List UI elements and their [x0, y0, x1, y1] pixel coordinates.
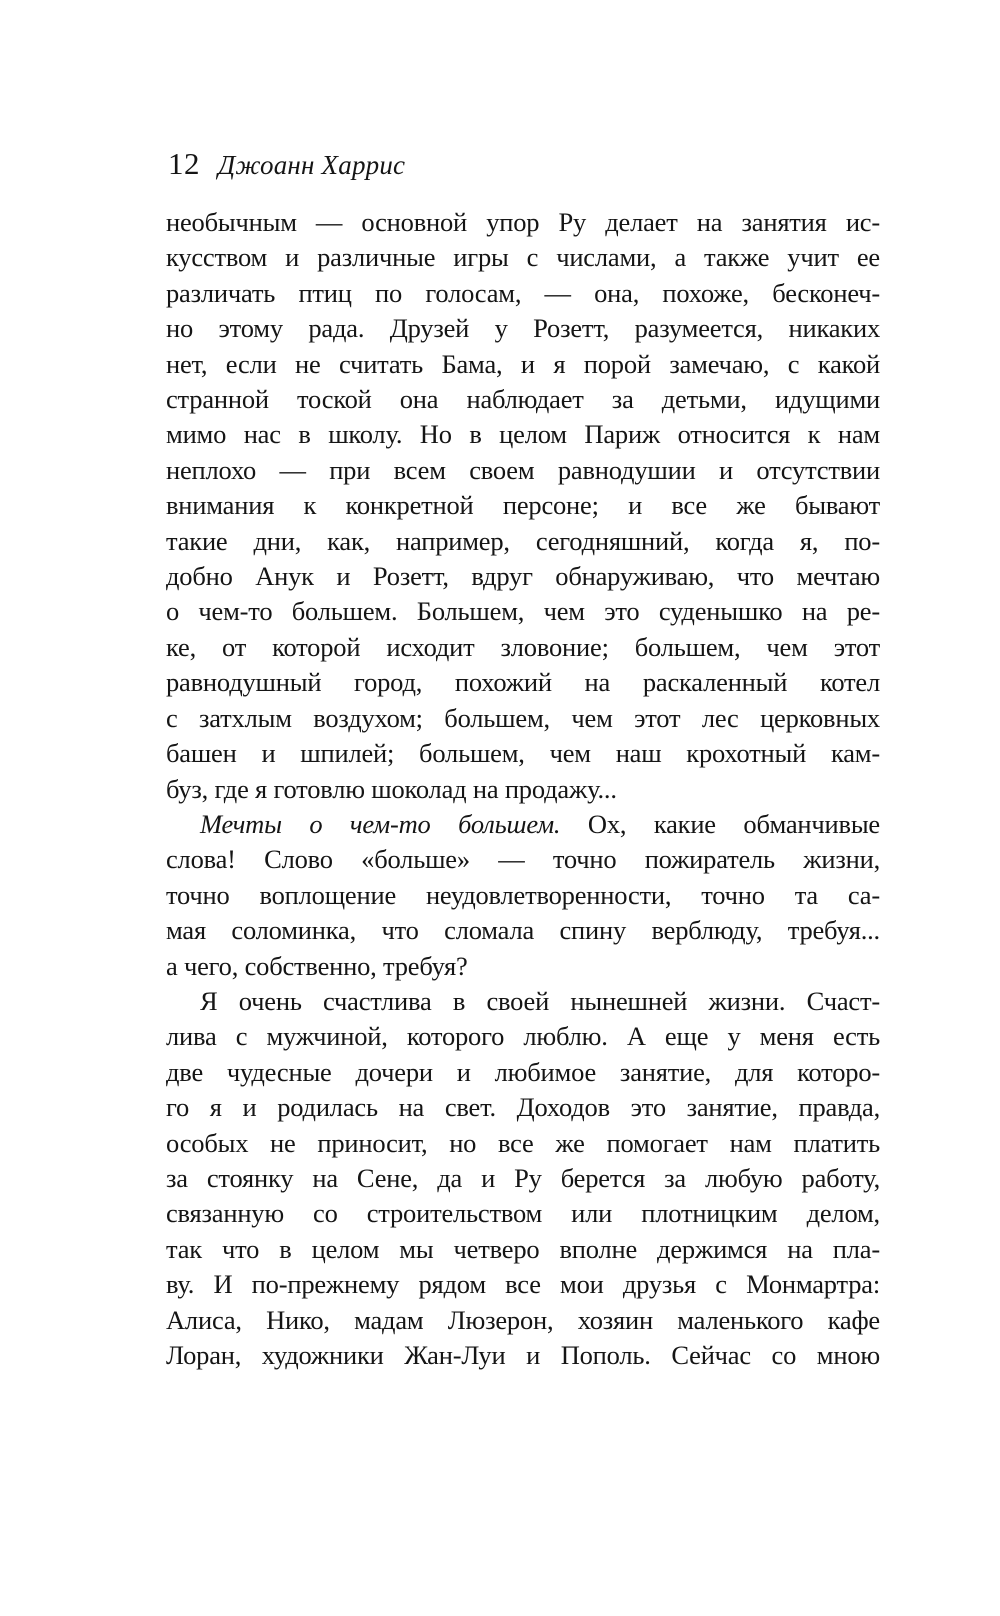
text-line: точно воплощение неудовлетворенности, точно та са- — [166, 879, 880, 910]
text-line: такие дни, как, например, сегодняшний, когда я, по- — [166, 525, 880, 556]
text-line: а чего, собственно, требуя? — [166, 950, 468, 981]
text-line: башен и шпилей; большем, чем наш крохотный кам- — [166, 738, 880, 769]
paragraph-2-continuation — [166, 842, 880, 984]
text-line: добно Анук и Розетт, вдруг обнаруживаю, что мечтаю — [166, 561, 880, 592]
text-line: го я и родилась на свет. Доходов это занятие, правда, — [166, 1092, 880, 1123]
text-line: мая соломинка, что сломала спину верблюду, требуя... — [166, 915, 880, 946]
paragraph-1 — [166, 205, 880, 807]
text-line: особых не приносит, но все же помогает нам платить — [166, 1127, 880, 1158]
text-line: две чудесные дочери и любимое занятие, для которо- — [166, 1056, 880, 1087]
text-line: связанную со строительством или плотницким делом, — [166, 1198, 880, 1229]
paragraph-3 — [166, 984, 880, 1373]
text-line: но этому рада. Друзей у Розетт, разумеется, никаких — [166, 313, 880, 344]
text-line: кусством и различные игры с числами, а также учит ее — [166, 242, 880, 273]
text-line: ке, от которой исходит зловоние; большем, чем этот — [166, 631, 880, 662]
text-line: о чем-то большем. Большем, чем это суденышко на ре- — [166, 596, 880, 627]
text-line: так что в целом мы четверо вполне держимся на пла- — [166, 1233, 880, 1264]
text-line: мимо нас в школу. Но в целом Париж относится к нам — [166, 419, 880, 450]
paragraph-2 — [166, 807, 880, 984]
text-line — [166, 807, 880, 842]
italic-phrase: Мечты о чем-то большем. — [200, 808, 561, 839]
text-line: за стоянку на Сене, да и Ру берется за любую работу, — [166, 1162, 880, 1193]
text-line: ву. И по-прежнему рядом все мои друзья с Монмартра: — [166, 1269, 880, 1300]
text-line: Лоран, художники Жан-Луи и Пополь. Сейчас со мною — [166, 1340, 880, 1370]
text-line: странной тоской она наблюдает за детьми, идущими — [166, 384, 880, 415]
page-number: 12 — [168, 146, 200, 181]
text-line: неплохо — при всем своем равнодушии и отсутствии — [166, 454, 880, 485]
text-line: нет, если не считать Бама, и я порой замечаю, с какой — [166, 348, 880, 379]
text-line: буз, где я готовлю шоколад на продажу... — [166, 773, 617, 804]
author-name: Джоанн Харрис — [218, 150, 406, 180]
text-line: Алиса, Нико, мадам Люзерон, хозяин маленького кафе — [166, 1304, 880, 1335]
text-line: слова! Слово «больше» — точно пожиратель жизни, — [166, 844, 880, 875]
text-line: с затхлым воздухом; большем, чем этот лес церковных — [166, 702, 880, 733]
text-line: необычным — основной упор Ру делает на занятия ис- — [166, 207, 880, 237]
running-header — [168, 146, 405, 182]
body-text — [166, 205, 880, 1373]
text-line: равнодушный город, похожий на раскаленный котел — [166, 667, 880, 698]
text-line: внимания к конкретной персоне; и все же бывают — [166, 490, 880, 521]
text-run: Ох, какие обманчивые — [560, 808, 880, 839]
text-line: лива с мужчиной, которого люблю. А еще у меня есть — [166, 1021, 880, 1052]
text-line: Я очень счастлива в своей нынешней жизни. Счаст- — [200, 985, 880, 1016]
text-line: различать птиц по голосам, — она, похоже, бесконеч- — [166, 277, 880, 308]
